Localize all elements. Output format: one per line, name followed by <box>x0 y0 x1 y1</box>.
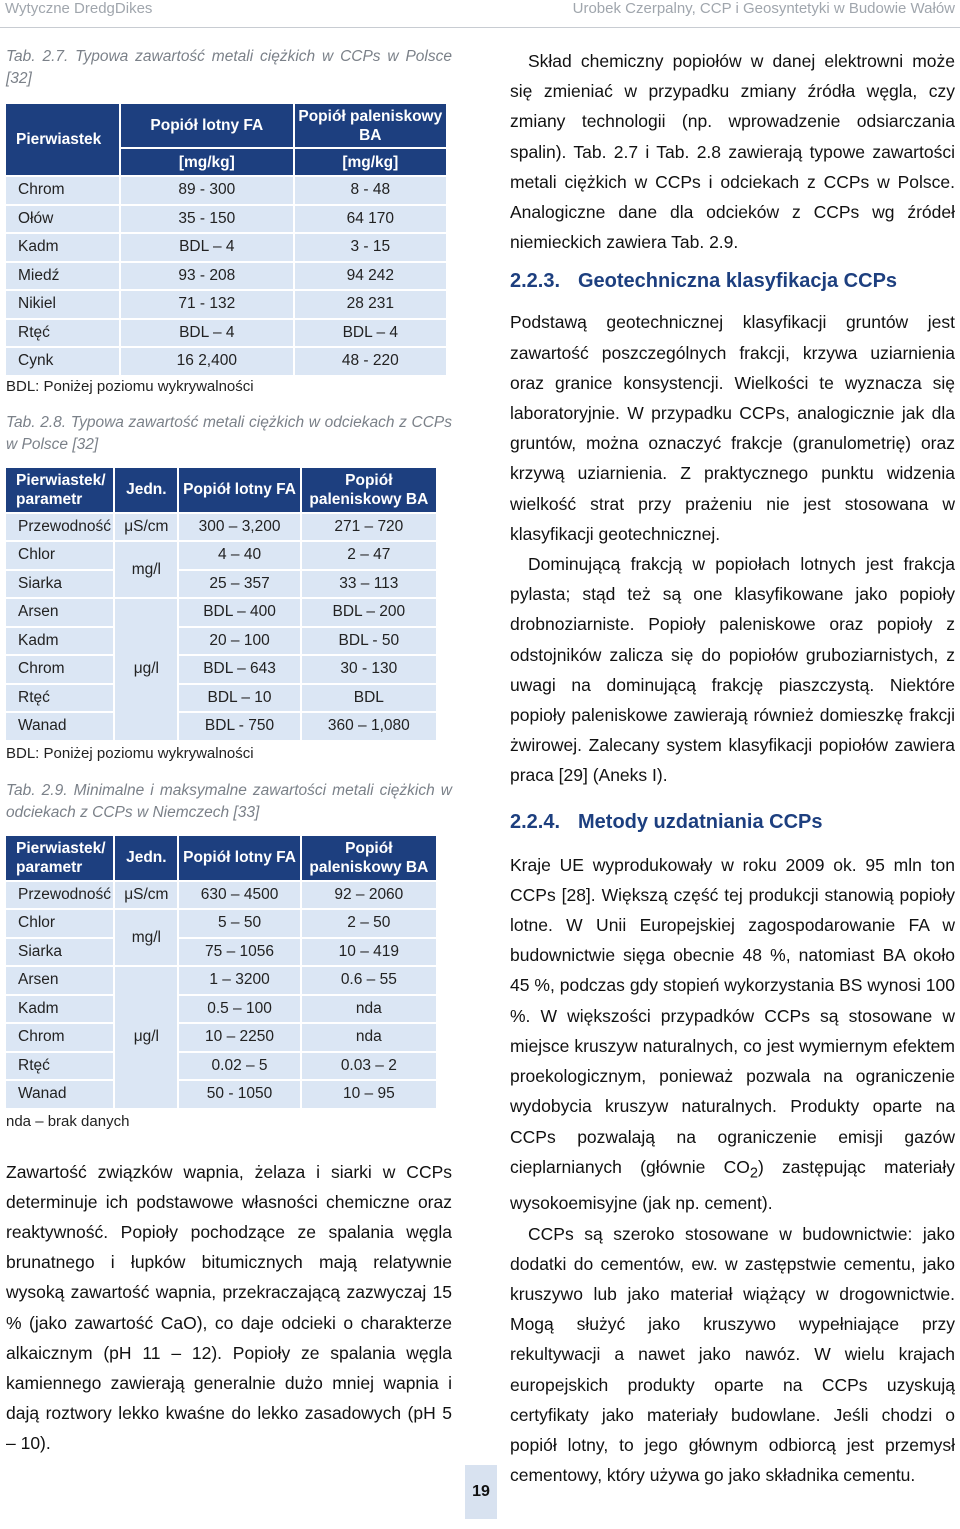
table-2-8-note: BDL: Poniżej poziomu wykrywalności <box>6 744 254 762</box>
left-column <box>6 46 452 1459</box>
paragraph-applications: CCPs są szeroko stosowane w budownictwie: jako dodatki do cementów, ew. w zastępstwie cementu, jako kruszywo lub jako materiał wiążący w drogownictwie. Mogą służyć jako kruszywo wypełniające przy rekultywacji a nawet jako nawóz. W wielu krajach europejskich produkty oparte na CCPs uzyskują certyfikaty jako materiały budowlane. Jeśli chodzi o popiół lotny, to jego głównym odbiorcą jest przemysł cementowy, który używa go jako składnika cementu. <box>510 1223 955 1486</box>
th-unit-ba: [mg/kg] <box>295 149 446 175</box>
paragraph-classification: Podstawą geotechnicznej klasyfikacji gruntów jest zawartość poszczególnych frakcji, krzywa uziarnienia oraz granice konsystencji. Wielkości te wyznacza się laboratoryjnie. W przypadku CCPs, analogicznie jak dla gruntów, można oznaczyć frakcje (granulometrię) oraz krzywą uziarnienia. Z praktycznego punktu widzenia wielkość strat przy prażeniu nie jest stosowana w klasyfikacji geotechnicznej. <box>510 312 955 544</box>
table-row <box>6 713 436 740</box>
th-unit: Jedn. <box>115 468 177 512</box>
cell-element: Wanad <box>6 1081 113 1108</box>
cell-fa: 50 - 1050 <box>179 1081 299 1108</box>
cell-element: Kadm <box>6 234 119 261</box>
running-header <box>0 0 960 28</box>
heading-title: Metody uzdatniania CCPs <box>578 810 823 833</box>
cell-ba: 10 – 419 <box>302 939 436 966</box>
cell-fa: BDL – 4 <box>121 320 293 347</box>
cell-fa: 93 - 208 <box>121 263 293 290</box>
cell-element: Rtęć <box>6 685 113 712</box>
calcium-paragraph: Zawartość związków wapnia, żelaza i siarki w CCPs determinuje ich podstawowe własności chemiczne oraz reaktywność. Popioły pochodzące ze spalania węgla brunatnego i łupków bitumicznych mają relatywnie wysoką zawartość wapnia, przekraczającą zazwyczaj 15 % (jako zawartość CaO), co daje odcieki o charakterze alkaicznym (pH 11 – 12). Popioły ze spalania węgla kamiennego zawierają generalnie dużo mniej wapnia i dają roztwory lekko kwaśne do lekko zasadowych (pH 5 – 10). <box>6 1161 452 1454</box>
cell-element: Kadm <box>6 628 113 655</box>
cell-unit: μS/cm <box>115 514 177 541</box>
table-2-7-caption: Tab. 2.7. Typowa zawartość metali ciężkich w CCPs w Polsce [32] <box>6 48 452 87</box>
th-fa: Popiół lotny FA <box>121 104 293 147</box>
cell-ba: BDL <box>302 685 436 712</box>
header-left: Wytyczne DredgDikes <box>5 0 153 17</box>
table-2-8 <box>4 466 438 742</box>
table-row <box>6 206 446 233</box>
cell-element: Rtęć <box>6 1053 113 1080</box>
cell-element: Arsen <box>6 599 113 626</box>
th-unit-fa: [mg/kg] <box>121 149 293 175</box>
heading-2-2-3 <box>510 267 955 295</box>
cell-unit: μS/cm <box>115 882 177 909</box>
header-rule <box>0 27 960 28</box>
cell-element: Kadm <box>6 996 113 1023</box>
th-fa: Popiół lotny FA <box>179 836 299 880</box>
cell-unit: mg/l <box>115 542 177 597</box>
cell-element: Chrom <box>6 656 113 683</box>
right-column <box>510 46 955 1490</box>
cell-ba: nda <box>302 996 436 1023</box>
heading-2-2-4 <box>510 808 955 836</box>
cell-element: Miedź <box>6 263 119 290</box>
subscript-2: 2 <box>749 1165 758 1182</box>
cell-ba: 3 - 15 <box>295 234 446 261</box>
cell-element: Arsen <box>6 967 113 994</box>
cell-unit: mg/l <box>115 910 177 965</box>
table-row <box>6 291 446 318</box>
th-element: Pierwiastek <box>6 104 119 175</box>
cell-element: Przewodność <box>6 882 113 909</box>
table-row <box>6 1081 436 1108</box>
cell-fa: BDL - 750 <box>179 713 299 740</box>
table-2-9-note: nda – brak danych <box>6 1112 130 1130</box>
cell-fa: 35 - 150 <box>121 206 293 233</box>
cell-fa: 75 – 1056 <box>179 939 299 966</box>
cell-element: Cynk <box>6 348 119 375</box>
cell-fa: 25 – 357 <box>179 571 299 598</box>
cell-fa: BDL – 400 <box>179 599 299 626</box>
cell-unit: μg/l <box>115 967 177 1108</box>
th-ba: Popiół paleniskowy BA <box>302 468 436 512</box>
table-row <box>6 1024 436 1051</box>
table-row <box>6 628 436 655</box>
cell-fa: 10 – 2250 <box>179 1024 299 1051</box>
page-number: 19 <box>465 1465 497 1519</box>
cell-element: Siarka <box>6 939 113 966</box>
cell-element: Wanad <box>6 713 113 740</box>
cell-ba: 10 – 95 <box>302 1081 436 1108</box>
table-row <box>6 939 436 966</box>
cell-ba: BDL - 50 <box>302 628 436 655</box>
cell-ba: 48 - 220 <box>295 348 446 375</box>
cell-fa: 89 - 300 <box>121 177 293 204</box>
cell-element: Chlor <box>6 542 113 569</box>
th-element: Pierwiastek/ parametr <box>6 836 113 880</box>
cell-element: Przewodność <box>6 514 113 541</box>
cell-element: Chrom <box>6 1024 113 1051</box>
cell-fa: 16 2,400 <box>121 348 293 375</box>
cell-element: Rtęć <box>6 320 119 347</box>
paragraph-fractions: Dominującą frakcją w popiołach lotnych jest frakcja pylasta; stąd też są one klasyfikowane jako popioły drobnoziarniste. Popioły paleniskowe oraz popioły z odstojników zalicza się do popiołów gruboziarnistych, z uwagi na dominującą frakcję piaszczystą. Niektóre popioły paleniskowe zawierają również domieszkę frakcji żwirowej. Zalecany system klasyfikacji popiołów zawiera praca [29] (Aneks I). <box>510 554 955 786</box>
cell-fa: 5 – 50 <box>179 910 299 937</box>
cell-ba: 360 – 1,080 <box>302 713 436 740</box>
cell-fa: 0.02 – 5 <box>179 1053 299 1080</box>
heading-title: Geotechniczna klasyfikacja CCPs <box>578 270 898 293</box>
th-ba: Popiół paleniskowy BA <box>295 104 446 147</box>
table-2-7-note: BDL: Poniżej poziomu wykrywalności <box>6 377 254 395</box>
heading-number: 2.2.3. <box>510 270 561 293</box>
cell-ba: nda <box>302 1024 436 1051</box>
cell-ba: 0.6 – 55 <box>302 967 436 994</box>
th-ba: Popiół paleniskowy BA <box>302 836 436 880</box>
table-row <box>6 910 436 937</box>
th-fa: Popiół lotny FA <box>179 468 299 512</box>
table-row <box>6 177 446 204</box>
th-unit: Jedn. <box>115 836 177 880</box>
cell-ba: 2 – 47 <box>302 542 436 569</box>
cell-fa: 71 - 132 <box>121 291 293 318</box>
table-row <box>6 542 436 569</box>
table-row <box>6 1053 436 1080</box>
cell-fa: 1 – 3200 <box>179 967 299 994</box>
table-row <box>6 996 436 1023</box>
table-row <box>6 882 436 909</box>
cell-element: Nikiel <box>6 291 119 318</box>
table-row <box>6 348 446 375</box>
table-2-8-caption: Tab. 2.8. Typowa zawartość metali ciężkich w odciekach z CCPs w Polsce [32] <box>6 413 452 453</box>
cell-ba: 92 – 2060 <box>302 882 436 909</box>
paragraph-eu-production <box>510 850 955 1219</box>
cell-element: Chrom <box>6 177 119 204</box>
cell-fa: 20 – 100 <box>179 628 299 655</box>
cell-ba: 94 242 <box>295 263 446 290</box>
text-run: Kraje UE wyprodukowały w roku 2009 ok. 95 mln ton CCPs [28]. Większą część tej produkcji stanowią popioły lotne. W Unii Europejskiej zagospodarowanie FA w budownictwie sięga obecnie 48 %, natomiast BA około 45 %, podczas gdy stopień wykorzystania BS wynosi 100 %. W większości przypadków CCPs są stosowane w miejsce kruszyw naturalnych, co jest wymiernym efektem proekologicznym, ponieważ pozwala na ograniczenie wydobycia kruszyw naturalnych. Produkty oparte na CCPs pozwalają na ograniczenie emisji gazów cieplarnianych (głównie CO <box>510 854 955 1177</box>
table-2-7 <box>4 102 448 377</box>
cell-ba: 33 – 113 <box>302 571 436 598</box>
cell-ba: 0.03 – 2 <box>302 1053 436 1080</box>
cell-element: Chlor <box>6 910 113 937</box>
cell-element: Siarka <box>6 571 113 598</box>
heading-number: 2.2.4. <box>510 810 561 833</box>
cell-unit: μg/l <box>115 599 177 740</box>
table-row <box>6 685 436 712</box>
table-row <box>6 514 436 541</box>
cell-ba: 2 – 50 <box>302 910 436 937</box>
cell-ba: 30 - 130 <box>302 656 436 683</box>
cell-fa: BDL – 10 <box>179 685 299 712</box>
table-row <box>6 967 436 994</box>
cell-fa: 630 – 4500 <box>179 882 299 909</box>
table-row <box>6 234 446 261</box>
cell-ba: 271 – 720 <box>302 514 436 541</box>
text-run: ) zastępując materiały wysokoemisyjne (jak np. cement). <box>510 1156 955 1214</box>
cell-fa: BDL – 4 <box>121 234 293 261</box>
paragraph-composition: Skład chemiczny popiołów w danej elektrowni może się zmieniać w przypadku zmiany źródła węgla, czy zmiany technologii (np. wprowadzenie odsiarczania spalin). Tab. 2.7 i Tab. 2.8 zawierają typowe zawartości metali ciężkich w CCPs i odciekach z CCPs w Polsce. Analogiczne dane dla odcieków z CCPs wg źródeł niemieckich zawiera Tab. 2.9. <box>510 51 955 253</box>
th-element: Pierwiastek/ parametr <box>6 468 113 512</box>
table-row <box>6 599 436 626</box>
table-row <box>6 571 436 598</box>
table-row <box>6 263 446 290</box>
cell-fa: 300 – 3,200 <box>179 514 299 541</box>
cell-ba: 64 170 <box>295 206 446 233</box>
cell-ba: BDL – 4 <box>295 320 446 347</box>
cell-fa: 0.5 – 100 <box>179 996 299 1023</box>
cell-ba: 8 - 48 <box>295 177 446 204</box>
header-right: Urobek Czerpalny, CCP i Geosyntetyki w Budowie Wałów <box>572 0 955 17</box>
cell-fa: 4 – 40 <box>179 542 299 569</box>
table-row <box>6 656 436 683</box>
table-2-9 <box>4 834 438 1110</box>
cell-ba: BDL – 200 <box>302 599 436 626</box>
table-2-9-caption: Tab. 2.9. Minimalne i maksymalne zawartości metali ciężkich w odciekach z CCPs w Niemczech [33] <box>6 781 452 821</box>
table-row <box>6 320 446 347</box>
cell-element: Ołów <box>6 206 119 233</box>
cell-ba: 28 231 <box>295 291 446 318</box>
cell-fa: BDL – 643 <box>179 656 299 683</box>
